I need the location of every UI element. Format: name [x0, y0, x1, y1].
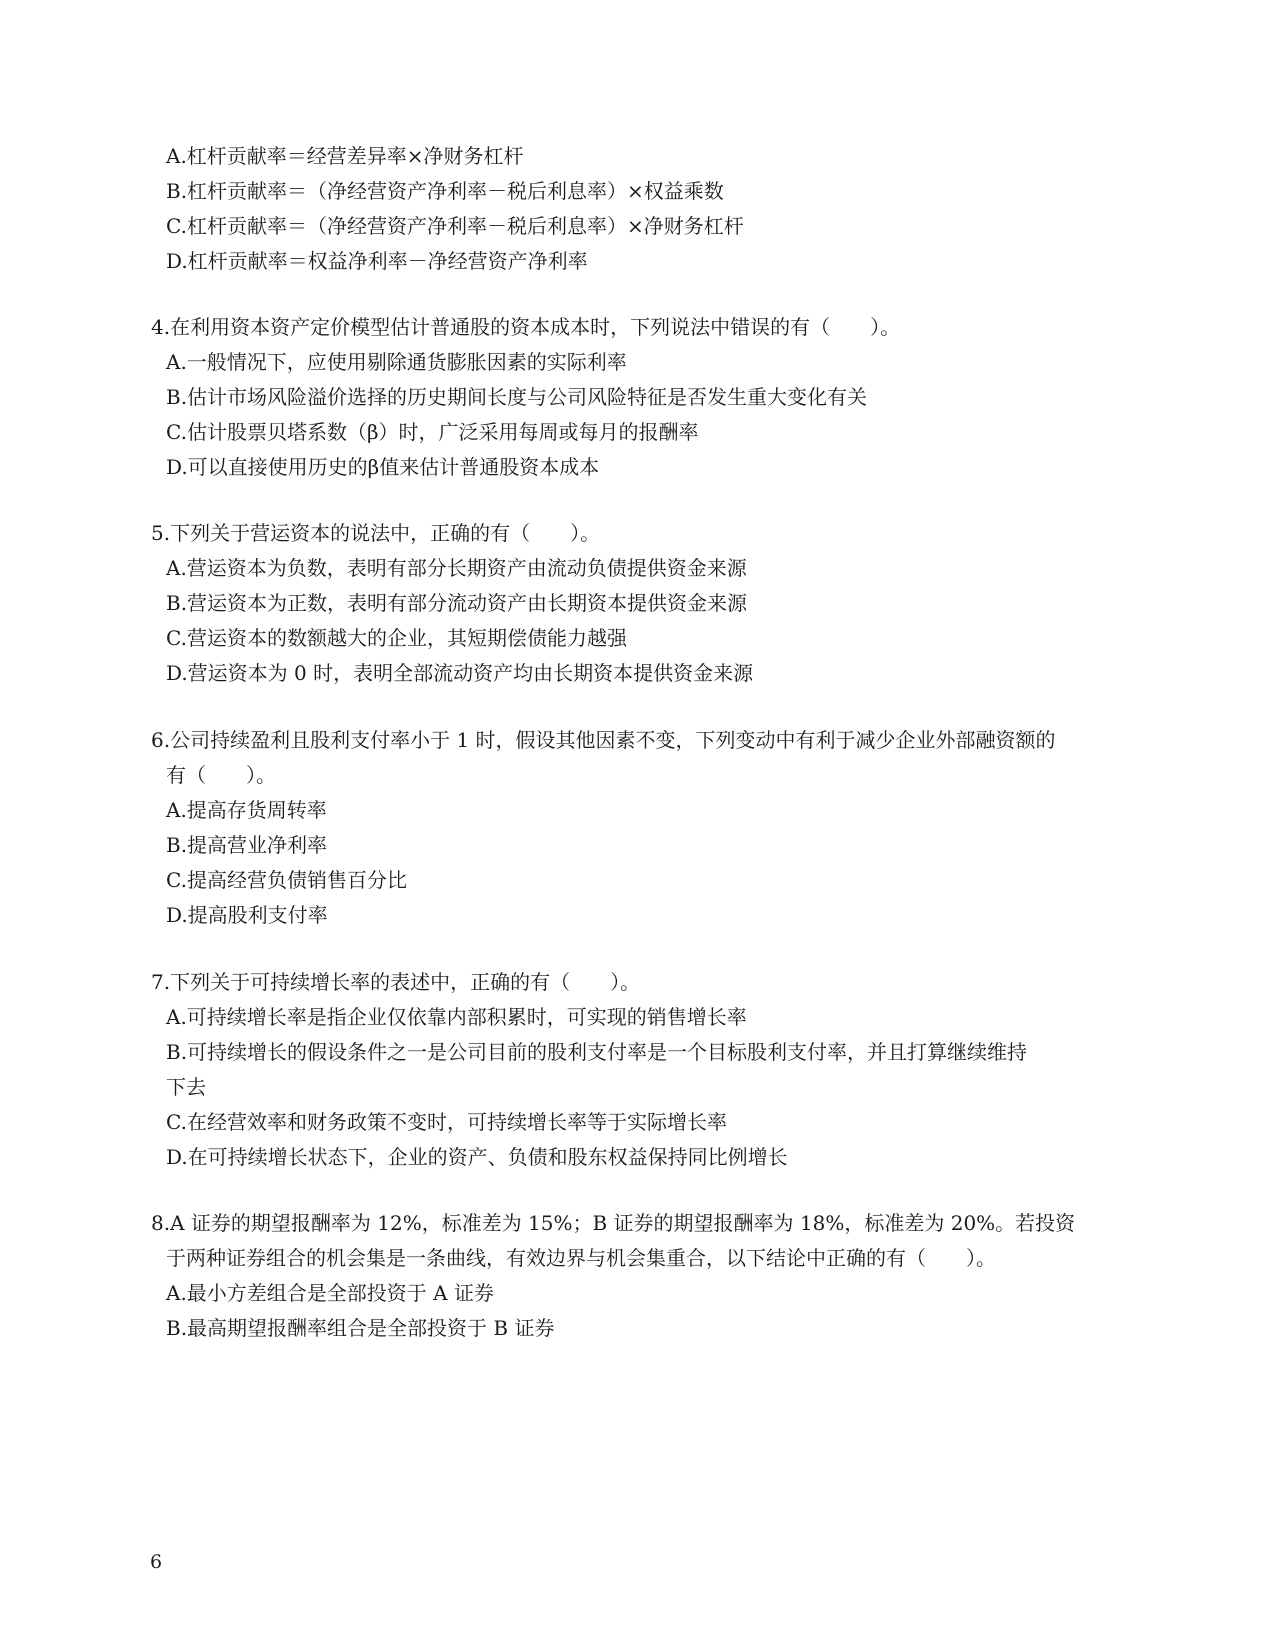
question-8-option-a: A.最小方差组合是全部投资于 A 证券 — [166, 1281, 494, 1305]
question-5-option-a: A.营运资本为负数，表明有部分长期资产由流动负债提供资金来源 — [166, 556, 747, 580]
question-6-stem-continued: 有（ ）。 — [166, 763, 276, 787]
question-7-option-b: B.可持续增长的假设条件之一是公司目前的股利支付率是一个目标股利支付率，并且打算继续维持 — [166, 1040, 1028, 1064]
fragment-option-b: B.杠杆贡献率＝（净经营资产净利率－税后利息率）×权益乘数 — [166, 179, 724, 203]
question-7-stem: 7.下列关于可持续增长率的表述中，正确的有（ ）。 — [151, 970, 641, 994]
question-4-option-d: D.可以直接使用历史的β值来估计普通股资本成本 — [166, 455, 600, 479]
question-7-option-c: C.在经营效率和财务政策不变时，可持续增长率等于实际增长率 — [166, 1110, 727, 1134]
question-6-stem: 6.公司持续盈利且股利支付率小于 1 时，假设其他因素不变，下列变动中有利于减少企业外部融资额的 — [151, 728, 1056, 752]
question-4-option-a: A.一般情况下，应使用剔除通货膨胀因素的实际利率 — [166, 350, 627, 374]
question-8-stem: 8.A 证券的期望报酬率为 12%，标准差为 15%；B 证券的期望报酬率为 18%，标准差为 20%。若投资 — [151, 1211, 1076, 1235]
question-6-option-d: D.提高股利支付率 — [166, 903, 328, 927]
question-8-stem-continued: 于两种证券组合的机会集是一条曲线，有效边界与机会集重合，以下结论中正确的有（ ）。 — [166, 1246, 996, 1270]
page-number: 6 — [150, 1551, 163, 1573]
question-4-option-c: C.估计股票贝塔系数（β）时，广泛采用每周或每月的报酬率 — [166, 420, 699, 444]
question-5-stem: 5.下列关于营运资本的说法中，正确的有（ ）。 — [151, 521, 601, 545]
fragment-option-d: D.杠杆贡献率＝权益净利率－净经营资产净利率 — [166, 249, 588, 273]
question-7-option-b-continued: 下去 — [166, 1075, 206, 1099]
question-5-option-c: C.营运资本的数额越大的企业，其短期偿债能力越强 — [166, 626, 627, 650]
question-5-option-d: D.营运资本为 0 时，表明全部流动资产均由长期资本提供资金来源 — [166, 661, 754, 685]
question-8-option-b: B.最高期望报酬率组合是全部投资于 B 证券 — [166, 1316, 555, 1340]
question-6-option-c: C.提高经营负债销售百分比 — [166, 868, 407, 892]
fragment-option-c: C.杠杆贡献率＝（净经营资产净利率－税后利息率）×净财务杠杆 — [166, 214, 744, 238]
question-6-option-b: B.提高营业净利率 — [166, 833, 328, 857]
question-4-stem: 4.在利用资本资产定价模型估计普通股的资本成本时，下列说法中错误的有（ ）。 — [151, 315, 901, 339]
question-5-option-b: B.营运资本为正数，表明有部分流动资产由长期资本提供资金来源 — [166, 591, 748, 615]
question-6-option-a: A.提高存货周转率 — [166, 798, 327, 822]
question-7-option-d: D.在可持续增长状态下，企业的资产、负债和股东权益保持同比例增长 — [166, 1145, 788, 1169]
fragment-option-a: A.杠杆贡献率＝经营差异率×净财务杠杆 — [166, 144, 524, 168]
question-7-option-a: A.可持续增长率是指企业仅依靠内部积累时，可实现的销售增长率 — [166, 1005, 747, 1029]
question-4-option-b: B.估计市场风险溢价选择的历史期间长度与公司风险特征是否发生重大变化有关 — [166, 385, 868, 409]
